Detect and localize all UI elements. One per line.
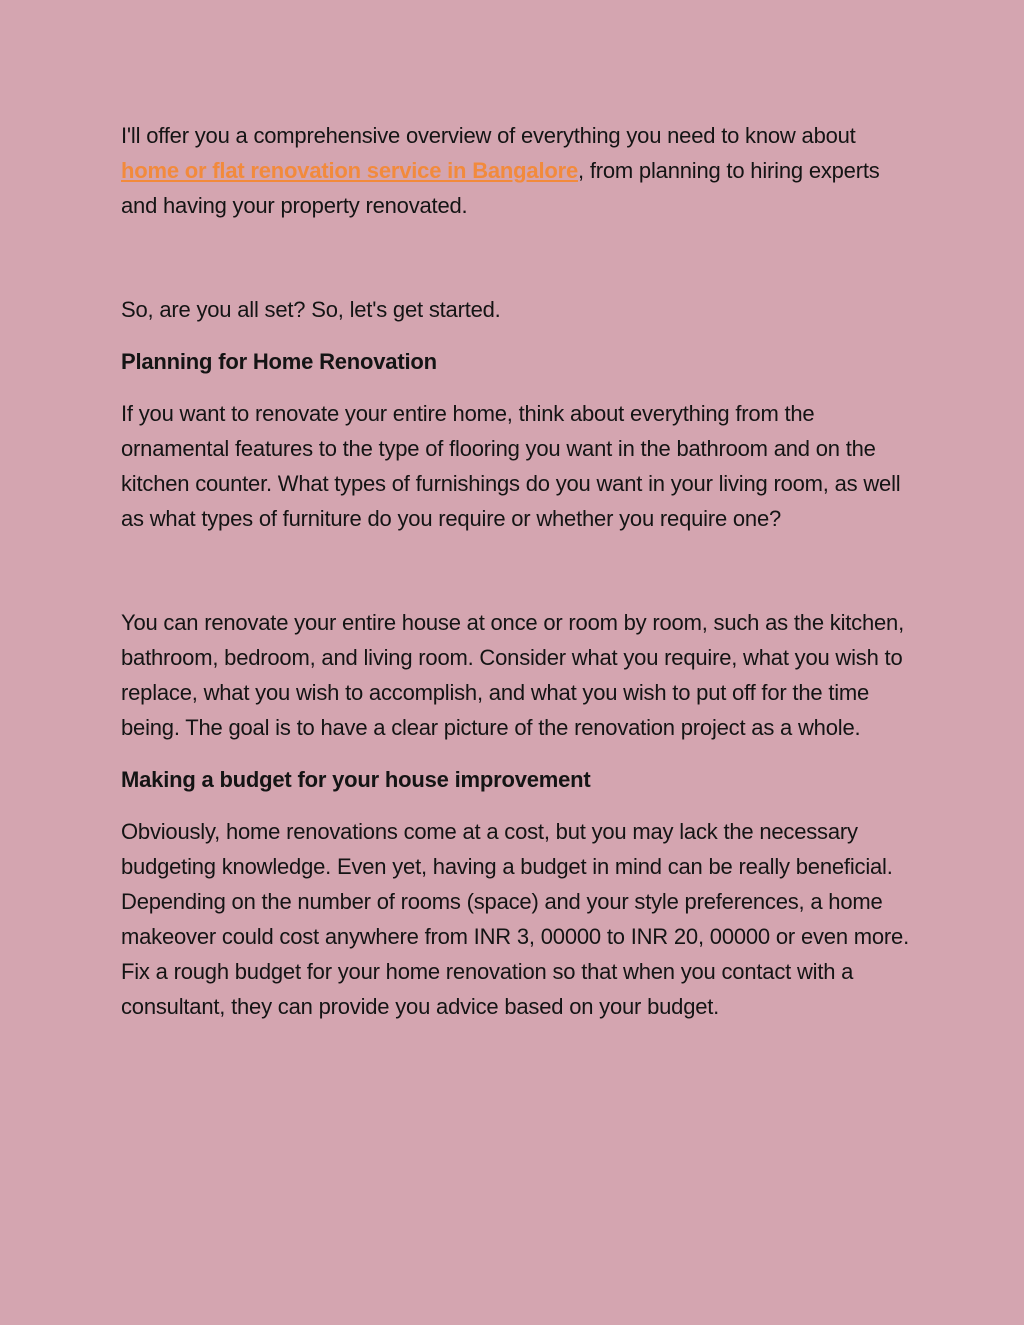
budget-paragraph: Obviously, home renovations come at a cost, but you may lack the necessary budgeting knowledge. Even yet, having a budget in mind can be really beneficial. Depending on the number of rooms (space) and your style preferences, a home makeover could cost anywhere from INR 3, 00000 to INR 20, 00000 or even more. Fix a rough budget for your home renovation so that when you contact with a consultant, they can provide you advice based on your budget. bbox=[121, 819, 910, 1019]
section-heading-budget: Making a budget for your house improvement bbox=[121, 767, 591, 792]
document-page bbox=[121, 118, 911, 1024]
planning-paragraph-2: You can renovate your entire house at once or room by room, such as the kitchen, bathroom, bedroom, and living room. Consider what you require, what you wish to replace, what you wish to accomplish, and what you wish to put off for the time being. The goal is to have a clear picture of the renovation project as a whole. bbox=[121, 610, 904, 740]
intro-paragraph bbox=[121, 118, 911, 223]
intro-text-after-link: , from planning to hiring experts and having your property renovated. bbox=[121, 158, 880, 218]
planning-paragraph-1: If you want to renovate your entire home, think about everything from the ornamental features to the type of flooring you want in the bathroom and on the kitchen counter. What types of furnishings do you want in your living room, as well as what types of furniture do you require or whether you require one? bbox=[121, 401, 901, 531]
section-heading-planning: Planning for Home Renovation bbox=[121, 349, 437, 374]
intro-text-before-link: I'll offer you a comprehensive overview of everything you need to know about bbox=[121, 123, 856, 148]
start-line: So, are you all set? So, let's get started. bbox=[121, 297, 501, 322]
renovation-service-link[interactable]: home or flat renovation service in Bangalore bbox=[121, 158, 578, 183]
